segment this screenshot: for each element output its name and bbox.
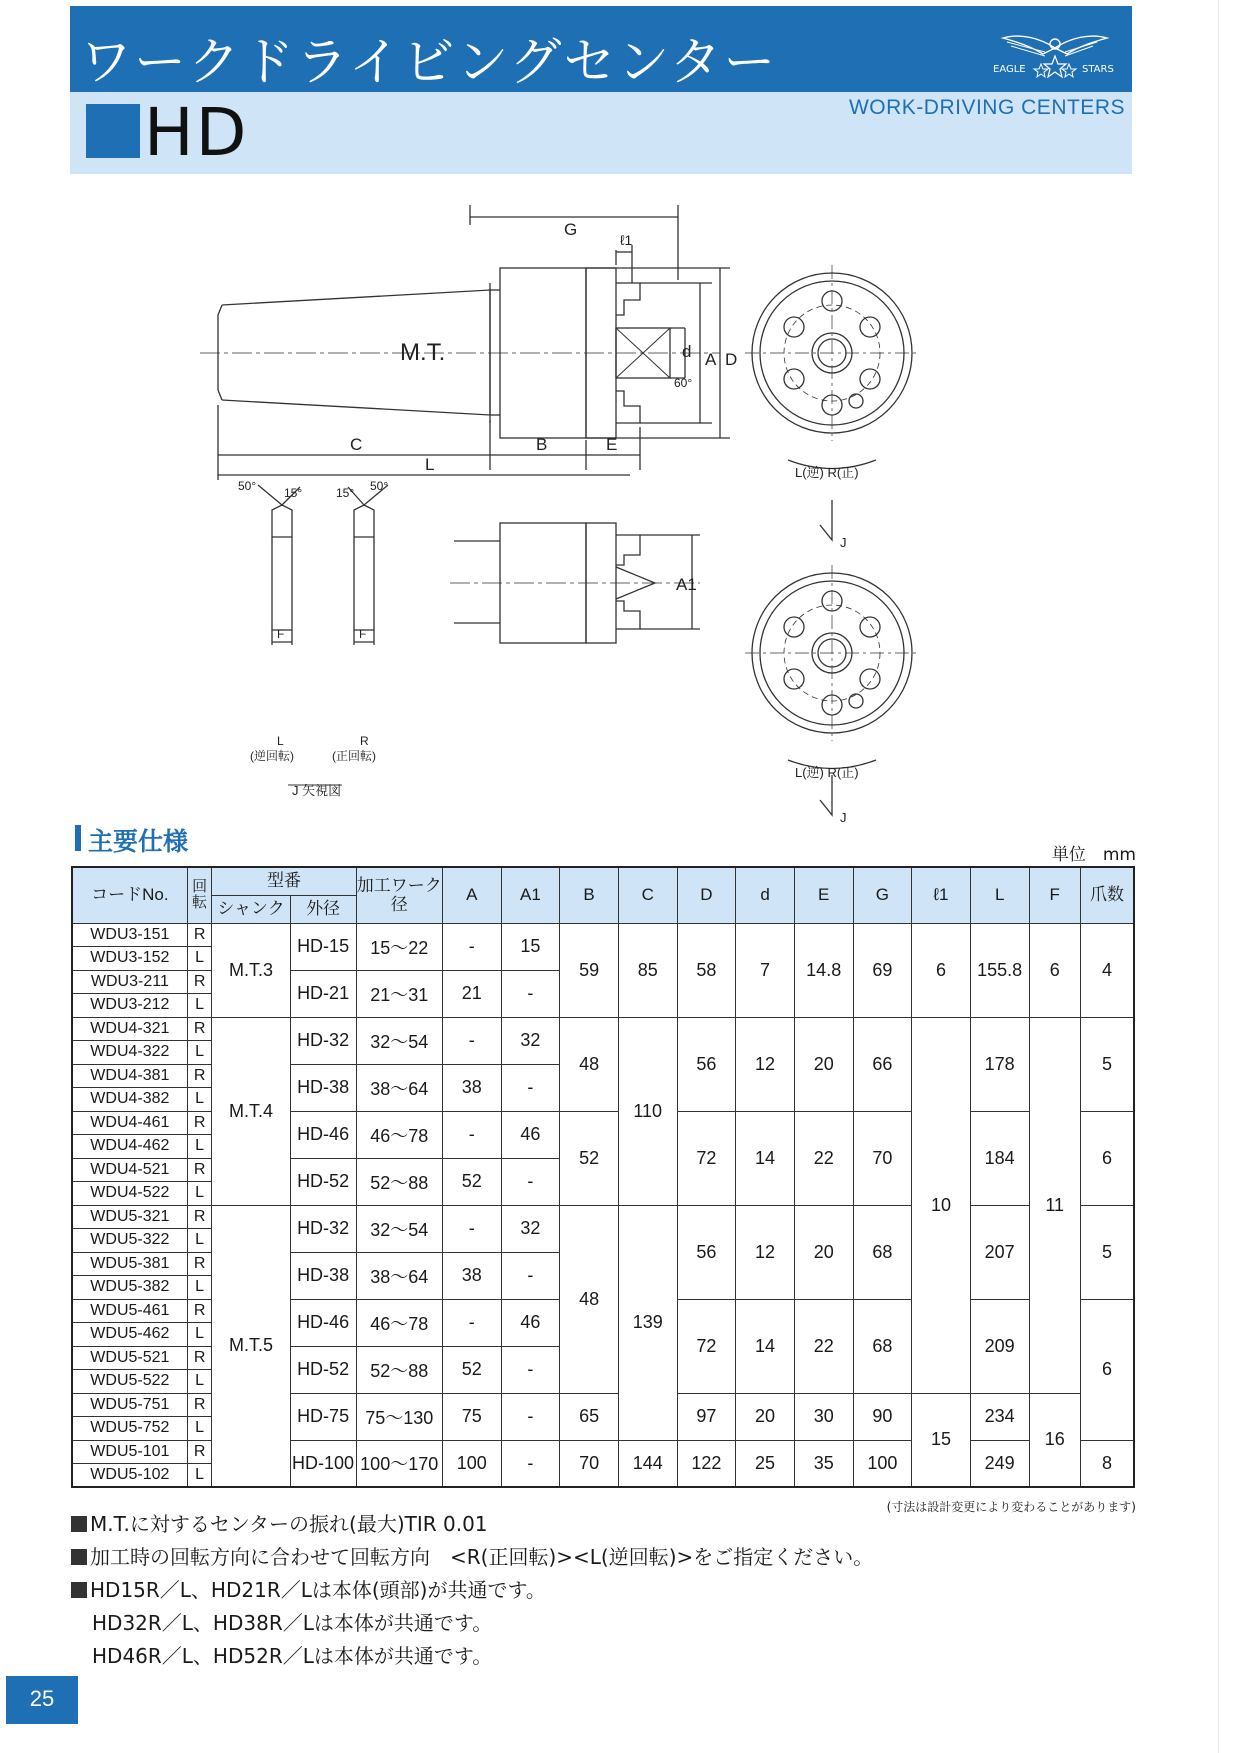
header-l1: ℓ1 xyxy=(912,867,971,923)
code-cell: WDU5-461 xyxy=(72,1299,187,1323)
ds-cell: 12 xyxy=(736,1017,795,1111)
a1-cell: - xyxy=(501,1252,560,1299)
a1-cell: 32 xyxy=(501,1017,560,1064)
a-cell: - xyxy=(442,923,501,970)
work-cell: 100～170 xyxy=(356,1440,442,1487)
code-cell: WDU5-101 xyxy=(72,1440,187,1464)
note-item xyxy=(71,1607,873,1640)
note-text: HD46R／L、HD52R／Lは本体が共通です。 xyxy=(92,1644,493,1668)
a-cell: 75 xyxy=(442,1393,501,1440)
b-cell: 59 xyxy=(560,923,619,1017)
l-cell: 234 xyxy=(970,1393,1029,1440)
shank-cell: M.T.5 xyxy=(212,1205,290,1487)
dim-g-label: G xyxy=(564,220,578,239)
note-text: M.T.に対するセンターの振れ(最大)TIR 0.01 xyxy=(90,1512,488,1536)
code-cell: WDU3-211 xyxy=(72,970,187,994)
blade-left-f: F xyxy=(277,627,285,641)
code-cell: WDU4-321 xyxy=(72,1017,187,1041)
header-f: F xyxy=(1029,867,1080,923)
header-c: C xyxy=(618,867,677,923)
dim-a1-label: A1 xyxy=(676,575,697,594)
a1-cell: - xyxy=(501,1393,560,1440)
d-cell: 97 xyxy=(677,1393,736,1440)
code-cell: WDU4-522 xyxy=(72,1182,187,1206)
f-cell: 6 xyxy=(1029,923,1080,1017)
a1-cell: - xyxy=(501,1158,560,1205)
claws-cell: 5 xyxy=(1080,1017,1134,1111)
square-bullet-icon xyxy=(71,1549,87,1565)
blade-left-label: L xyxy=(277,734,284,748)
rotation-cell: R xyxy=(187,1440,212,1464)
spec-heading-bar xyxy=(75,825,81,851)
work-cell: 75～130 xyxy=(356,1393,442,1440)
c-cell: 110 xyxy=(618,1017,677,1205)
a-cell: - xyxy=(442,1111,501,1158)
rotation-cell: L xyxy=(187,1370,212,1394)
blade-right-f: F xyxy=(359,627,367,641)
shank-cell: M.T.3 xyxy=(212,923,290,1017)
ds-cell: 12 xyxy=(736,1205,795,1299)
rotation-cell: L xyxy=(187,1182,212,1206)
shank-cell: M.T.4 xyxy=(212,1017,290,1205)
l1-cell: 10 xyxy=(912,1017,971,1393)
note-item xyxy=(71,1574,873,1607)
dim-angle-label: 60° xyxy=(674,376,693,390)
header-od: 外径 xyxy=(290,895,356,923)
blade-left-angle-2: 15° xyxy=(284,486,303,500)
dim-d-label: D xyxy=(725,350,738,369)
note-item xyxy=(71,1640,873,1673)
l-cell: 155.8 xyxy=(970,923,1029,1017)
e-cell: 14.8 xyxy=(794,923,853,1017)
work-cell: 15～22 xyxy=(356,923,442,970)
header-d: D xyxy=(677,867,736,923)
header-g: G xyxy=(853,867,912,923)
mt-label: M.T. xyxy=(400,339,446,366)
spec-heading: 主要仕様 xyxy=(88,827,189,856)
l-cell: 249 xyxy=(970,1440,1029,1487)
arrow-j-bottom: J xyxy=(840,810,847,825)
od-cell: HD-52 xyxy=(290,1158,356,1205)
a-cell: 100 xyxy=(442,1440,501,1487)
header-d-small: d xyxy=(736,867,795,923)
header-shank: シャンク xyxy=(212,895,290,923)
l-cell: 184 xyxy=(970,1111,1029,1205)
blade-right-sub: (正回転) xyxy=(332,749,376,763)
rotation-cell: R xyxy=(187,1205,212,1229)
code-cell: WDU3-151 xyxy=(72,923,187,947)
code-cell: WDU5-462 xyxy=(72,1323,187,1347)
logo-text-right: STARS xyxy=(1082,64,1114,75)
d-cell: 72 xyxy=(677,1111,736,1205)
spec-table xyxy=(71,866,1135,1488)
rotation-cell: L xyxy=(187,947,212,971)
header-claws: 爪数 xyxy=(1080,867,1134,923)
od-cell: HD-46 xyxy=(290,1299,356,1346)
rotation-cell: L xyxy=(187,1323,212,1347)
note-item xyxy=(71,1541,873,1574)
f-cell: 11 xyxy=(1029,1017,1080,1393)
header-model: 型番 xyxy=(212,867,356,895)
d-cell: 56 xyxy=(677,1205,736,1299)
l-cell: 178 xyxy=(970,1017,1029,1111)
od-cell: HD-100 xyxy=(290,1440,356,1487)
c-cell: 85 xyxy=(618,923,677,1017)
work-cell: 32～54 xyxy=(356,1017,442,1064)
code-cell: WDU5-751 xyxy=(72,1393,187,1417)
g-cell: 68 xyxy=(853,1205,912,1299)
rotation-cell: R xyxy=(187,1252,212,1276)
claws-cell: 6 xyxy=(1080,1299,1134,1440)
rotation-cell: L xyxy=(187,1041,212,1065)
od-cell: HD-32 xyxy=(290,1017,356,1064)
rotation-cell: R xyxy=(187,1111,212,1135)
blade-left-angle-1: 50° xyxy=(238,479,257,493)
od-cell: HD-75 xyxy=(290,1393,356,1440)
code-cell: WDU4-381 xyxy=(72,1064,187,1088)
od-cell: HD-15 xyxy=(290,923,356,970)
code-cell: WDU5-382 xyxy=(72,1276,187,1300)
rotation-cell: L xyxy=(187,1135,212,1159)
work-cell: 46～78 xyxy=(356,1299,442,1346)
code-cell: WDU5-752 xyxy=(72,1417,187,1441)
rotation-cell: L xyxy=(187,1229,212,1253)
eagle-stars-logo-icon xyxy=(985,18,1125,88)
a-cell: 52 xyxy=(442,1158,501,1205)
c-cell: 144 xyxy=(618,1440,677,1487)
d-cell: 122 xyxy=(677,1440,736,1487)
code-cell: WDU5-322 xyxy=(72,1229,187,1253)
e-cell: 35 xyxy=(794,1440,853,1487)
code-cell: WDU4-382 xyxy=(72,1088,187,1112)
dim-l1-label: ℓ1 xyxy=(620,232,633,248)
dim-e-label: E xyxy=(606,435,618,454)
dim-l-label: L xyxy=(425,455,435,474)
a1-cell: - xyxy=(501,1346,560,1393)
page-title-en: WORK-DRIVING CENTERS xyxy=(848,96,1125,119)
blade-right-label: R xyxy=(360,734,369,748)
note-text: 加工時の回転方向に合わせて回転方向 <R(正回転)><L(逆回転)>をご指定ください。 xyxy=(90,1545,874,1569)
code-cell: WDU5-522 xyxy=(72,1370,187,1394)
header-a: A xyxy=(442,867,501,923)
code-cell: WDU5-521 xyxy=(72,1346,187,1370)
rotation-cell: L xyxy=(187,1417,212,1441)
od-cell: HD-38 xyxy=(290,1252,356,1299)
b-cell: 65 xyxy=(560,1393,619,1440)
l1-cell: 6 xyxy=(912,923,971,1017)
work-cell: 52～88 xyxy=(356,1158,442,1205)
work-cell: 38～64 xyxy=(356,1064,442,1111)
model-name: HD xyxy=(144,94,249,171)
code-cell: WDU4-322 xyxy=(72,1041,187,1065)
a-cell: 38 xyxy=(442,1252,501,1299)
a1-cell: - xyxy=(501,1440,560,1487)
ds-cell: 25 xyxy=(736,1440,795,1487)
d-cell: 72 xyxy=(677,1299,736,1393)
table-row xyxy=(72,1205,1134,1229)
page-title-jp: ワークドライビングセンター xyxy=(80,33,778,93)
code-cell: WDU4-461 xyxy=(72,1111,187,1135)
header-b: B xyxy=(560,867,619,923)
rotation-cell: R xyxy=(187,970,212,994)
od-cell: HD-32 xyxy=(290,1205,356,1252)
view-caption: J 矢視図 xyxy=(292,783,342,798)
dim-c-label: C xyxy=(350,435,363,454)
a1-cell: 46 xyxy=(501,1299,560,1346)
a-cell: 38 xyxy=(442,1064,501,1111)
claws-cell: 8 xyxy=(1080,1440,1134,1487)
l-cell: 207 xyxy=(970,1205,1029,1299)
rotation-label-bottom: L(逆) R(正) xyxy=(795,765,859,780)
rotation-cell: R xyxy=(187,1299,212,1323)
dim-b-label: B xyxy=(536,435,548,454)
blade-left-sub: (逆回転) xyxy=(250,749,294,763)
square-bullet-icon xyxy=(71,1516,87,1532)
a-cell: - xyxy=(442,1299,501,1346)
work-cell: 52～88 xyxy=(356,1346,442,1393)
e-cell: 20 xyxy=(794,1017,853,1111)
claws-cell: 5 xyxy=(1080,1205,1134,1299)
rotation-cell: L xyxy=(187,994,212,1018)
g-cell: 90 xyxy=(853,1393,912,1440)
rotation-cell: R xyxy=(187,1017,212,1041)
rotation-cell: R xyxy=(187,1346,212,1370)
header-a1: A1 xyxy=(501,867,560,923)
rotation-label-top: L(逆) R(正) xyxy=(795,465,859,480)
l1-cell: 15 xyxy=(912,1393,971,1487)
e-cell: 22 xyxy=(794,1111,853,1205)
notes-list xyxy=(71,1508,873,1673)
ds-cell: 7 xyxy=(736,923,795,1017)
dim-d-small-label: d xyxy=(682,342,692,361)
rotation-cell: R xyxy=(187,1064,212,1088)
od-cell: HD-21 xyxy=(290,970,356,1017)
header-code: コードNo. xyxy=(72,867,187,923)
header-rotation: 回転 xyxy=(187,867,212,923)
a1-cell: - xyxy=(501,1064,560,1111)
l-cell: 209 xyxy=(970,1299,1029,1393)
code-cell: WDU3-212 xyxy=(72,994,187,1018)
a1-cell: 15 xyxy=(501,923,560,970)
a-cell: - xyxy=(442,1205,501,1252)
claws-cell: 4 xyxy=(1080,923,1134,1017)
design-change-note: (寸法は設計変更により変わることがあります) xyxy=(886,1500,1136,1514)
g-cell: 70 xyxy=(853,1111,912,1205)
code-cell: WDU4-521 xyxy=(72,1158,187,1182)
b-cell: 52 xyxy=(560,1111,619,1205)
model-marker xyxy=(86,104,140,158)
note-text: HD15R／L、HD21R／Lは本体(頭部)が共通です。 xyxy=(90,1578,546,1602)
a1-cell: - xyxy=(501,970,560,1017)
note-item xyxy=(71,1508,873,1541)
header-l: L xyxy=(970,867,1029,923)
table-row xyxy=(72,1017,1134,1041)
g-cell: 66 xyxy=(853,1017,912,1111)
rotation-cell: L xyxy=(187,1276,212,1300)
code-cell: WDU5-321 xyxy=(72,1205,187,1229)
rotation-cell: R xyxy=(187,1393,212,1417)
header-work-dia: 加工ワーク径 xyxy=(356,867,442,923)
code-cell: WDU4-462 xyxy=(72,1135,187,1159)
code-cell: WDU3-152 xyxy=(72,947,187,971)
a1-cell: 46 xyxy=(501,1111,560,1158)
d-cell: 58 xyxy=(677,923,736,1017)
page-edge-rule xyxy=(1218,0,1219,1753)
code-cell: WDU5-102 xyxy=(72,1464,187,1488)
rotation-cell: L xyxy=(187,1088,212,1112)
g-cell: 69 xyxy=(853,923,912,1017)
a-cell: 52 xyxy=(442,1346,501,1393)
unit-label: 単位 mm xyxy=(1051,845,1136,865)
work-cell: 38～64 xyxy=(356,1252,442,1299)
ds-cell: 14 xyxy=(736,1111,795,1205)
od-cell: HD-38 xyxy=(290,1064,356,1111)
square-bullet-icon xyxy=(71,1582,87,1598)
code-cell: WDU5-381 xyxy=(72,1252,187,1276)
b-cell: 48 xyxy=(560,1017,619,1111)
dim-a-label: A xyxy=(705,350,717,369)
table-row xyxy=(72,923,1134,947)
d-cell: 56 xyxy=(677,1017,736,1111)
claws-cell: 6 xyxy=(1080,1111,1134,1205)
blade-right-angle-2: 50° xyxy=(370,479,389,493)
c-cell: 139 xyxy=(618,1205,677,1440)
rotation-cell: R xyxy=(187,1158,212,1182)
e-cell: 20 xyxy=(794,1205,853,1299)
page-number: 25 xyxy=(29,1686,55,1711)
a1-cell: 32 xyxy=(501,1205,560,1252)
arrow-j-top: J xyxy=(840,535,847,550)
note-text: HD32R／L、HD38R／Lは本体が共通です。 xyxy=(92,1611,493,1635)
work-cell: 32～54 xyxy=(356,1205,442,1252)
work-cell: 21～31 xyxy=(356,970,442,1017)
f-cell: 16 xyxy=(1029,1393,1080,1487)
e-cell: 22 xyxy=(794,1299,853,1393)
od-cell: HD-46 xyxy=(290,1111,356,1158)
b-cell: 70 xyxy=(560,1440,619,1487)
e-cell: 30 xyxy=(794,1393,853,1440)
rotation-cell: R xyxy=(187,923,212,947)
g-cell: 68 xyxy=(853,1299,912,1393)
rotation-cell: L xyxy=(187,1464,212,1488)
a-cell: - xyxy=(442,1017,501,1064)
ds-cell: 20 xyxy=(736,1393,795,1440)
blade-right-angle-1: 15° xyxy=(336,486,355,500)
b-cell: 48 xyxy=(560,1205,619,1393)
od-cell: HD-52 xyxy=(290,1346,356,1393)
g-cell: 100 xyxy=(853,1440,912,1487)
ds-cell: 14 xyxy=(736,1299,795,1393)
header-e: E xyxy=(794,867,853,923)
work-cell: 46～78 xyxy=(356,1111,442,1158)
logo-text-left: EAGLE xyxy=(993,64,1026,75)
a-cell: 21 xyxy=(442,970,501,1017)
technical-drawing xyxy=(200,205,1120,825)
